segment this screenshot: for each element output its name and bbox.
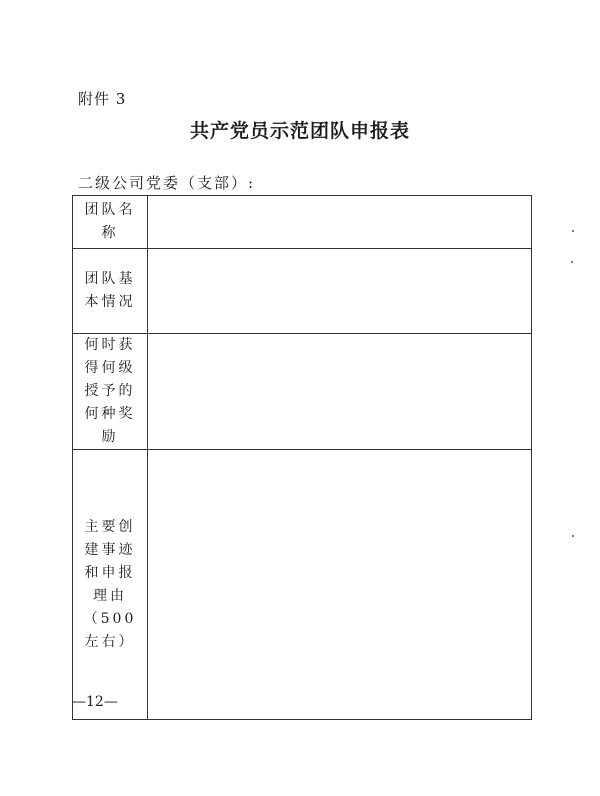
application-form-table: [72, 195, 532, 720]
scan-speck: [572, 230, 574, 232]
label-cell-awards: [73, 334, 148, 450]
table-row-main-deeds: [73, 450, 532, 720]
attachment-label: 附件 3: [78, 90, 127, 108]
label-team-name: 团队名称: [84, 202, 136, 241]
unit-line: 二级公司党委（支部）:: [78, 174, 256, 192]
label-cell-team-basic-info: [73, 249, 148, 334]
scan-speck: [572, 535, 574, 537]
label-main-deeds: 主要创建事迹和申报理由（500左右）: [83, 518, 137, 650]
page-title: 共产党员示范团队申报表: [189, 120, 410, 142]
value-cell-team-basic-info[interactable]: [148, 249, 532, 334]
value-cell-main-deeds[interactable]: [148, 450, 532, 720]
label-cell-main-deeds: [73, 450, 148, 720]
page-number: —12—: [72, 694, 118, 710]
value-cell-team-name[interactable]: [148, 196, 532, 249]
label-cell-team-name: [73, 196, 148, 249]
label-team-basic-info: 团队基本情况: [84, 271, 136, 310]
scan-speck: [571, 261, 573, 263]
label-awards: 何时获得何级授予的何种奖励: [84, 337, 136, 445]
table-row-team-name: [73, 196, 532, 249]
value-cell-awards[interactable]: [148, 334, 532, 450]
table-row-team-basic-info: [73, 249, 532, 334]
table-row-awards: [73, 334, 532, 450]
